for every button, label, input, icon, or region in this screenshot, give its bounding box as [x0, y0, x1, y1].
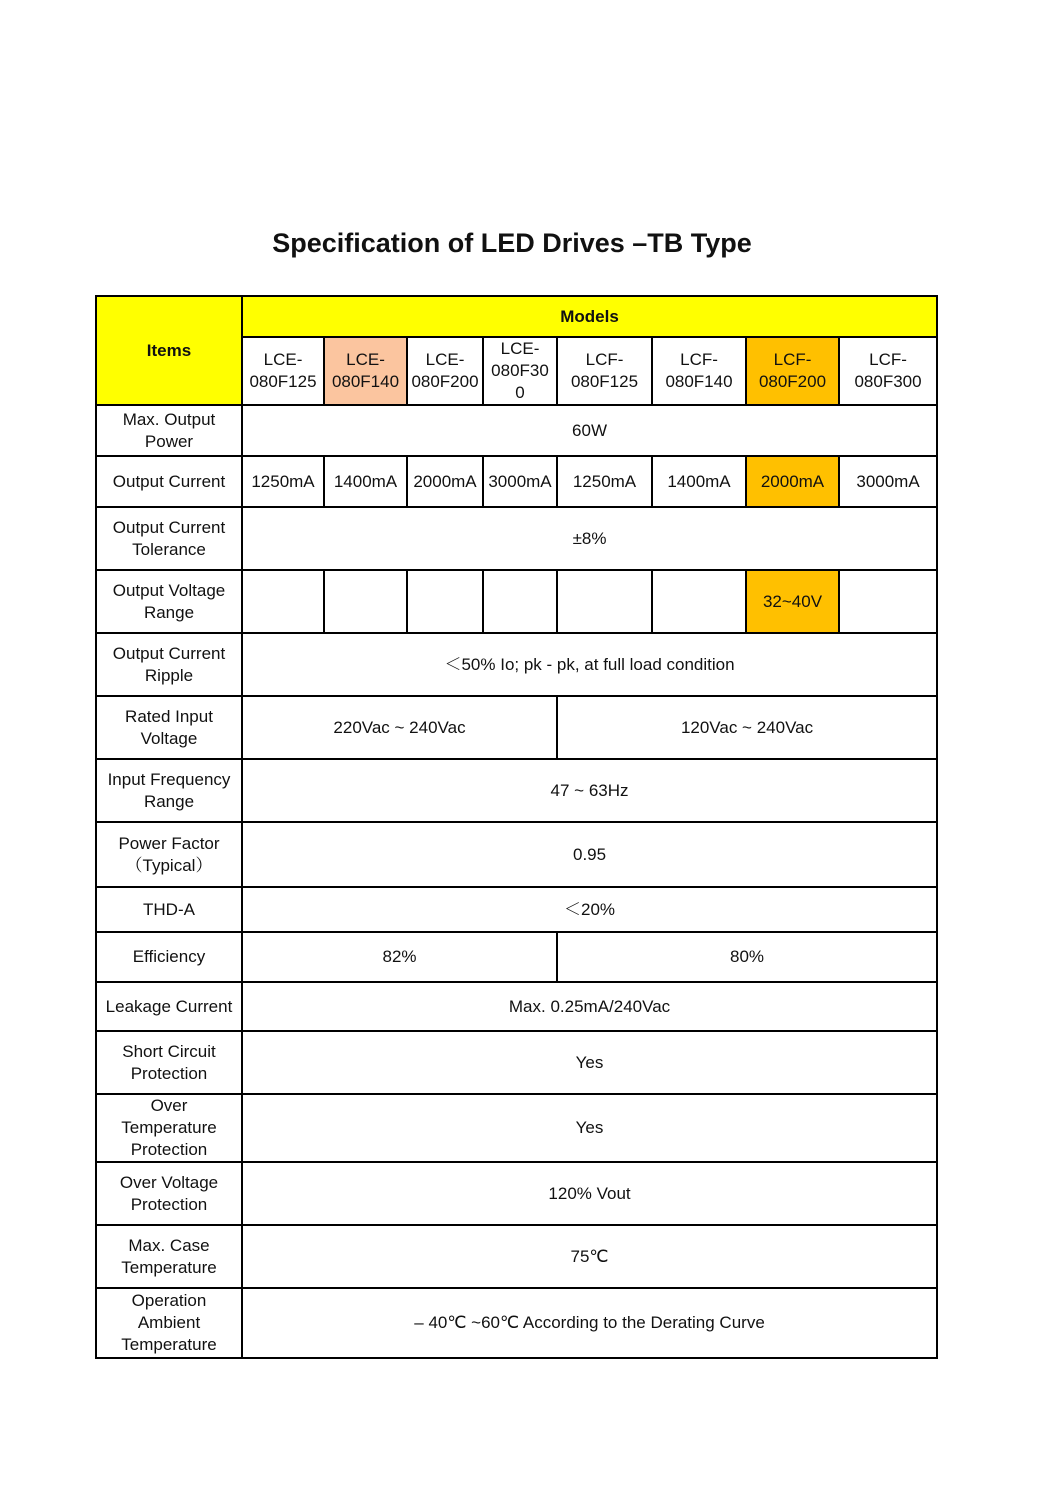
- table-row: [96, 570, 937, 633]
- row-value: 1400mA: [324, 456, 407, 507]
- row-value: 1250mA: [557, 456, 652, 507]
- row-value: Yes: [242, 1094, 937, 1162]
- table-row: [96, 405, 937, 456]
- row-value: 60W: [242, 405, 937, 456]
- row-value: 82%: [242, 932, 557, 982]
- header-row: [96, 296, 937, 337]
- row-label: Input Frequency Range: [96, 759, 242, 822]
- table-row: [96, 759, 937, 822]
- model-cell: LCE- 080F125: [242, 337, 324, 405]
- row-value: 75℃: [242, 1225, 937, 1288]
- row-value: [839, 570, 937, 633]
- table-row: [96, 1225, 937, 1288]
- row-value: ＜20%: [242, 887, 937, 932]
- row-value: 0.95: [242, 822, 937, 887]
- row-value: 120% Vout: [242, 1162, 937, 1225]
- row-value: Yes: [242, 1031, 937, 1094]
- row-value: ±8%: [242, 507, 937, 570]
- row-value: 2000mA: [407, 456, 483, 507]
- row-label: Output Current Tolerance: [96, 507, 242, 570]
- row-label: Max. Case Temperature: [96, 1225, 242, 1288]
- row-label: THD-A: [96, 887, 242, 932]
- row-label: Power Factor （Typical）: [96, 822, 242, 887]
- model-cell: LCF- 080F125: [557, 337, 652, 405]
- row-value: 32~40V: [746, 570, 839, 633]
- table-row: [96, 696, 937, 759]
- table-row: [96, 456, 937, 507]
- row-label: Over Temperature Protection: [96, 1094, 242, 1162]
- row-label: Output Current: [96, 456, 242, 507]
- items-header: Items: [96, 296, 242, 405]
- row-value: [483, 570, 557, 633]
- row-value: 80%: [557, 932, 937, 982]
- row-value: ＜50% Io; pk - pk, at full load condition: [242, 633, 937, 696]
- spec-table: [95, 295, 938, 1359]
- row-label: Output Current Ripple: [96, 633, 242, 696]
- row-label: Rated Input Voltage: [96, 696, 242, 759]
- table-row: [96, 1031, 937, 1094]
- row-label: Output Voltage Range: [96, 570, 242, 633]
- row-value: [557, 570, 652, 633]
- model-cell: LCF- 080F300: [839, 337, 937, 405]
- table-row: [96, 1162, 937, 1225]
- row-label: Operation Ambient Temperature: [96, 1288, 242, 1358]
- row-value: 1250mA: [242, 456, 324, 507]
- table-row: [96, 982, 937, 1031]
- row-value: – 40℃ ~60℃ According to the Derating Curve: [242, 1288, 937, 1358]
- row-label: Efficiency: [96, 932, 242, 982]
- row-value: 120Vac ~ 240Vac: [557, 696, 937, 759]
- row-value: [652, 570, 746, 633]
- models-header: Models: [242, 296, 937, 337]
- table-row: [96, 932, 937, 982]
- table-row: [96, 822, 937, 887]
- row-label: Short Circuit Protection: [96, 1031, 242, 1094]
- row-value: 3000mA: [839, 456, 937, 507]
- model-cell: LCE- 080F200: [407, 337, 483, 405]
- row-value: 2000mA: [746, 456, 839, 507]
- row-value: 3000mA: [483, 456, 557, 507]
- row-value: 47 ~ 63Hz: [242, 759, 937, 822]
- row-value: 1400mA: [652, 456, 746, 507]
- row-value: [407, 570, 483, 633]
- model-cell: LCE- 080F30 0: [483, 337, 557, 405]
- row-value: [324, 570, 407, 633]
- model-cell: LCE- 080F140: [324, 337, 407, 405]
- model-cell: LCF- 080F140: [652, 337, 746, 405]
- row-value: [242, 570, 324, 633]
- row-label: Max. Output Power: [96, 405, 242, 456]
- row-value: 220Vac ~ 240Vac: [242, 696, 557, 759]
- row-label: Over Voltage Protection: [96, 1162, 242, 1225]
- table-row: [96, 507, 937, 570]
- page-title: Specification of LED Drives –TB Type: [272, 228, 752, 258]
- table-row: [96, 1288, 937, 1358]
- row-value: Max. 0.25mA/240Vac: [242, 982, 937, 1031]
- table-row: [96, 1094, 937, 1162]
- table-row: [96, 887, 937, 932]
- row-label: Leakage Current: [96, 982, 242, 1031]
- model-cell: LCF- 080F200: [746, 337, 839, 405]
- table-row: [96, 633, 937, 696]
